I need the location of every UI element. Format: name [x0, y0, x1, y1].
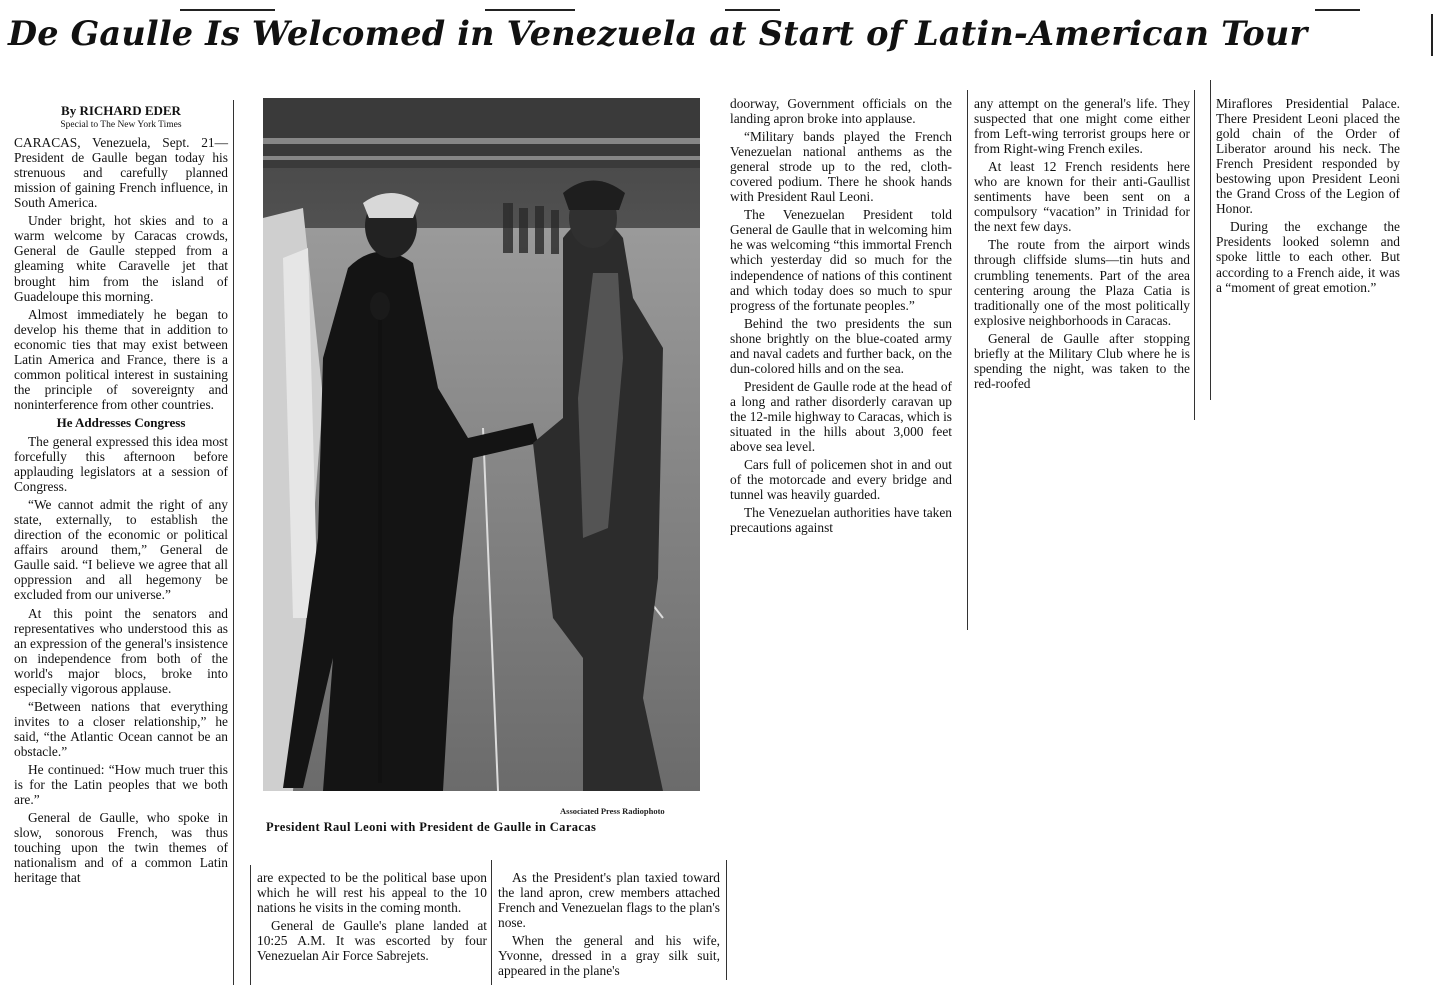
column-4 [730, 96, 952, 538]
paragraph: He continued: “How much truer this is for the Latin peoples that we both are.” [14, 761, 228, 808]
top-rule [180, 9, 275, 11]
paragraph: General de Gaulle after stopping briefly at the Military Club where he is spending the night, was taken to the red-roofed [974, 330, 1190, 391]
column-rule [233, 100, 234, 985]
column-rule [1194, 90, 1195, 420]
top-rule [725, 9, 780, 11]
column-2-continued [257, 870, 487, 966]
column-1 [14, 103, 228, 888]
column-rule [1210, 80, 1211, 400]
photo-image [263, 98, 700, 791]
paragraph: Miraflores Presidential Palace. There President Leoni placed the gold chain of the Order of Liberator around his neck. The French President responded by bestowing upon President Leoni the Grand Cross of the Legion of Honor. [1216, 96, 1400, 217]
column-5 [974, 96, 1190, 394]
paragraph: General de Gaulle's plane landed at 10:25 A.M. It was escorted by four Venezuelan Air Force Sabrejets. [257, 918, 487, 964]
column-rule [726, 860, 727, 980]
paragraph: The Venezuelan authorities have taken precautions against [730, 505, 952, 536]
paragraph: “Between nations that everything invites to a closer relationship,” he said, “the Atlantic Ocean cannot be an obstacle.” [14, 698, 228, 759]
headline: De Gaulle Is Welcomed in Venezuela at Start of Latin-American Tour [8, 14, 1308, 53]
photo-caption: President Raul Leoni with President de Gaulle in Caracas [266, 820, 597, 834]
paragraph: At this point the senators and representatives who understood this as an expression of the general's insistence on independence from both of the world's major blocs, broke into especially vigorous applause. [14, 605, 228, 696]
column-rule [967, 90, 968, 630]
paragraph: The Venezuelan President told General de Gaulle that in welcoming him he was welcoming “this immortal French which yesterday did so much for the independence of nations of this continent and which today does so much to spur progress of the fortunate peoples.” [730, 207, 952, 313]
paragraph: are expected to be the political base upon which he will rest his appeal to the 10 nations he visits in the coming month. [257, 870, 487, 916]
paragraph: General de Gaulle, who spoke in slow, sonorous French, was thus touching upon the twin themes of nationalism and of a common Latin heritage that [14, 810, 228, 886]
paragraph: “Military bands played the French Venezuelan national anthems as the general strode up to the red, cloth-covered podium. There he shook hands with President Raul Leoni. [730, 129, 952, 205]
paragraph: When the general and his wife, Yvonne, dressed in a gray silk suit, appeared in the plane's [498, 933, 720, 979]
paragraph: Almost immediately he began to develop his theme that in addition to economic ties that may exist between Latin America and France, there is a common political interest in sustaining the principle of sovereignty and noninterference from other countries. [14, 306, 228, 412]
news-photo [263, 98, 700, 791]
paragraph: The route from the airport winds through cliffside slums—tin huts and crumbling tenements. Part of the area centering aroung the Plaza Catia is traditionally one of the most politically explosive neighborhoods in Caracas. [974, 237, 1190, 328]
paragraph: Cars full of policemen shot in and out of the motorcade and every bridge and tunnel was heavily guarded. [730, 457, 952, 503]
column-6 [1216, 96, 1400, 298]
paragraph: The general expressed this idea most forcefully this afternoon before applauding legislators at a session of Congress. [14, 433, 228, 495]
subhead: He Addresses Congress [56, 414, 186, 430]
paragraph: Under bright, hot skies and to a warm welcome by Caracas crowds, General de Gaulle stepped from a gleaming white Caravelle jet that brought him from the island of Guadeloupe this morning. [14, 213, 228, 304]
paragraph: “We cannot admit the right of any state, externally, to establish the direction of the economic or political affairs around them,” General de Gaulle said. “I believe we agree that all oppression and all hegemony be excluded from our universe.” [14, 497, 228, 603]
special-credit: Special to The New York Times [60, 120, 182, 131]
top-rule [1315, 9, 1360, 11]
column-rule [250, 865, 251, 985]
headline-rule [1431, 14, 1433, 56]
column-3-continued [498, 870, 720, 981]
paragraph: At least 12 French residents here who are known for their anti-Gaullist sentiments have been sent on a compulsory “vacation” in Trinidad for the next few days. [974, 159, 1190, 235]
photo-credit: Associated Press Radiophoto [560, 806, 665, 816]
paragraph: During the exchange the Presidents looked solemn and spoke little to each other. But according to a French aide, it was a “moment of great emotion.” [1216, 219, 1400, 295]
paragraph: any attempt on the general's life. They suspected that one might come either from Left-wing terrorist groups here or from Right-wing French exiles. [974, 96, 1190, 157]
paragraph: CARACAS, Venezuela, Sept. 21—President de Gaulle began today his strenuous and carefully planned mission of gaining French influence, in South America. [14, 135, 228, 211]
column-rule [491, 860, 492, 985]
paragraph: doorway, Government officials on the landing apron broke into applause. [730, 96, 952, 127]
paragraph: As the President's plan taxied toward the land apron, crew members attached French and Venezuelan flags to the plan's nose. [498, 870, 720, 931]
paragraph: President de Gaulle rode at the head of a long and rather disorderly caravan up the 12-mile highway to Caracas, which is situated in the hills about 3,000 feet above sea level. [730, 378, 953, 455]
top-rule [485, 9, 575, 11]
paragraph: Behind the two presidents the sun shone brightly on the blue-coated army and naval cadets and further back, on the dun-colored hills and on the sea. [730, 315, 952, 376]
byline: By RICHARD EDER [61, 103, 181, 118]
